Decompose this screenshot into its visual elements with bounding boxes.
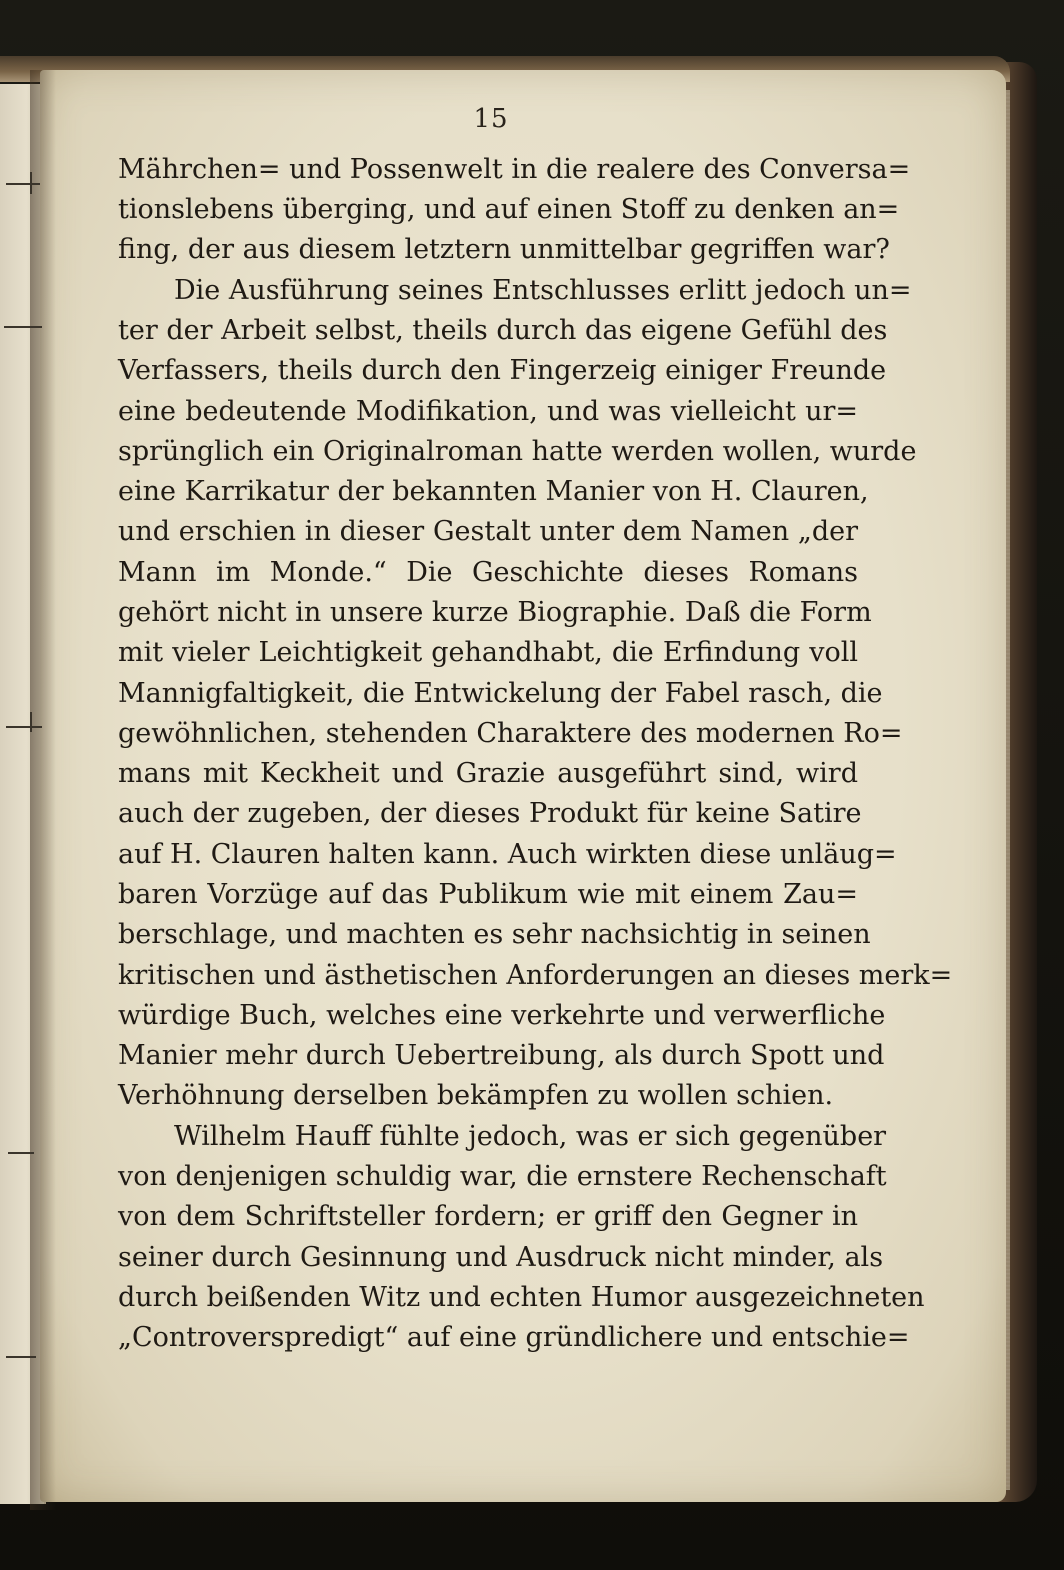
text-line: seiner durch Gesinnung und Ausdruck nicht minder, als	[118, 1242, 884, 1273]
body-text	[118, 150, 953, 1380]
text-line: Mann im Monde.“ Die Geschichte dieses Romans	[118, 557, 858, 588]
text-line: mit vieler Leichtigkeit gehandhabt, die Erfindung voll	[118, 637, 858, 668]
text-line: ter der Arbeit selbst, theils durch das eigene Gefühl des	[118, 315, 888, 346]
text-line: gewöhnlichen, stehenden Charaktere des modernen Ro=	[118, 718, 903, 749]
margin-mark	[30, 712, 32, 732]
text-line: auf H. Clauren halten kann. Auch wirkten diese unläug=	[118, 839, 897, 870]
text-line: Mannigfaltigkeit, die Entwickelung der Fabel rasch, die	[118, 678, 883, 709]
text-line: „Controverspredigt“ auf eine gründlichere und entschie=	[118, 1322, 910, 1353]
margin-mark	[8, 1152, 34, 1154]
text-line: und erschien in dieser Gestalt unter dem Namen „der	[118, 516, 858, 547]
text-line: durch beißenden Witz und echten Humor ausgezeichneten	[118, 1282, 925, 1313]
margin-mark	[30, 172, 32, 194]
margin-mark	[4, 326, 42, 328]
page-number: 15	[473, 104, 509, 134]
margin-mark	[6, 1356, 36, 1358]
text-line: mans mit Keckheit und Grazie ausgeführt sind, wird	[118, 758, 858, 789]
gutter-shadow	[30, 70, 56, 1510]
text-line: eine bedeutende Modifikation, und was vielleicht ur=	[118, 396, 858, 427]
text-line: Manier mehr durch Uebertreibung, als durch Spott und	[118, 1040, 885, 1071]
text-line: Mährchen= und Possenwelt in die realere des Conversa=	[118, 154, 911, 185]
text-line: auch der zugeben, der dieses Produkt für keine Satire	[118, 798, 862, 829]
text-line: fing, der aus diesem letztern unmittelbar gegriffen war?	[118, 234, 890, 265]
text-line: baren Vorzüge auf das Publikum wie mit einem Zau=	[118, 879, 858, 910]
text-line: Wilhelm Hauff fühlte jedoch, was er sich gegenüber	[174, 1121, 887, 1152]
text-line: Die Ausführung seines Entschlusses erlitt jedoch un=	[174, 275, 912, 306]
text-line: gehört nicht in unsere kurze Biographie. Daß die Form	[118, 597, 872, 628]
text-line: berschlage, und machten es sehr nachsichtig in seinen	[118, 919, 871, 950]
text-line: eine Karrikatur der bekannten Manier von H. Clauren,	[118, 476, 869, 507]
text-line: würdige Buch, welches eine verkehrte und verwerfliche	[118, 1000, 886, 1031]
text-line: von dem Schriftsteller fordern; er griff den Gegner in	[118, 1201, 858, 1232]
text-line: von denjenigen schuldig war, die ernstere Rechenschaft	[118, 1161, 887, 1192]
text-line: Verhöhnung derselben bekämpfen zu wollen schien.	[118, 1080, 834, 1111]
text-line: sprünglich ein Originalroman hatte werden wollen, wurde	[118, 436, 917, 467]
text-line: tionslebens überging, und auf einen Stoff zu denken an=	[118, 194, 900, 225]
text-line: kritischen und ästhetischen Anforderungen an dieses merk=	[118, 960, 953, 991]
text-line: Verfassers, theils durch den Fingerzeig einiger Freunde	[118, 355, 887, 386]
margin-mark	[6, 726, 42, 728]
margin-mark	[6, 183, 40, 185]
